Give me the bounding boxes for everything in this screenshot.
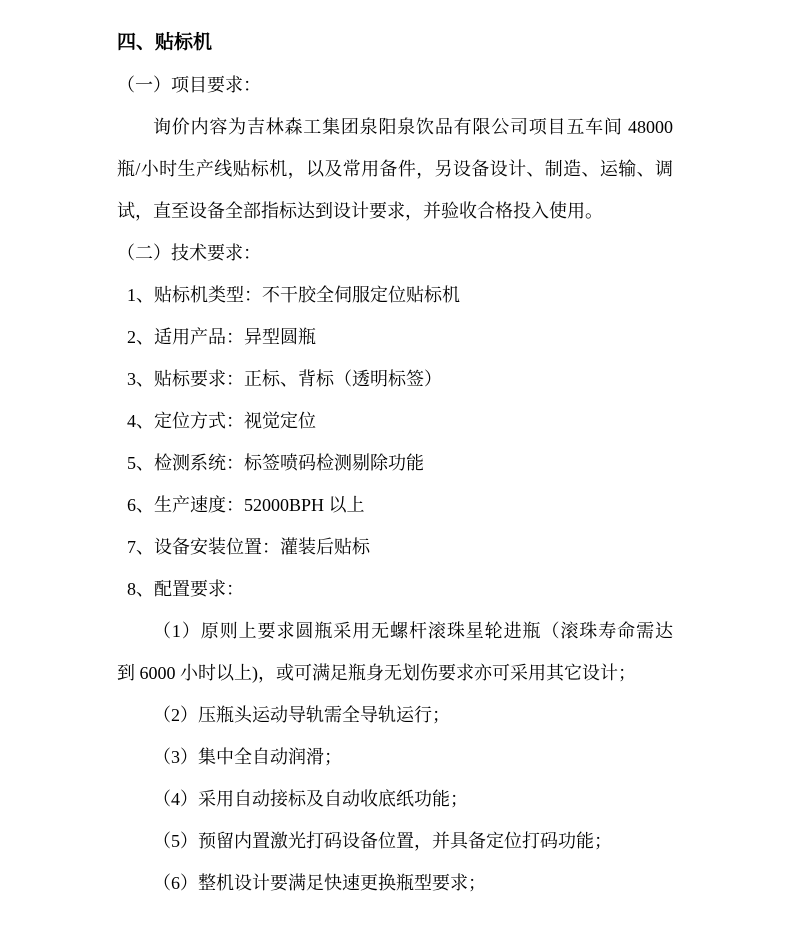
technical-requirements-heading: （二）技术要求： — [117, 243, 261, 263]
tech-item-applicable-product: 2、适用产品：异型圆瓶 — [127, 327, 316, 347]
config-item-1-line-1: （1）原则上要求圆瓶采用无螺杆滚珠星轮进瓶（滚珠寿命需达 — [153, 621, 673, 641]
config-item-2: （2）压瓶头运动导轨需全导轨运行； — [153, 705, 450, 725]
config-item-1-line-2: 到 6000 小时以上)，或可满足瓶身无划伤要求亦可采用其它设计； — [117, 663, 636, 683]
project-paragraph-line-2: 瓶/小时生产线贴标机，以及常用备件，另设备设计、制造、运输、调 — [117, 159, 673, 179]
config-item-4: （4）采用自动接标及自动收底纸功能； — [153, 789, 468, 809]
project-paragraph-line-3: 试，直至设备全部指标达到设计要求，并验收合格投入使用。 — [117, 201, 603, 221]
tech-item-positioning-method: 4、定位方式：视觉定位 — [127, 411, 316, 431]
document-title: 四、贴标机 — [117, 32, 213, 53]
project-paragraph-line-1: 询价内容为吉林森工集团泉阳泉饮品有限公司项目五车间 48000 — [153, 117, 673, 137]
project-requirements-heading: （一）项目要求： — [117, 75, 261, 95]
tech-item-production-speed: 6、生产速度：52000BPH 以上 — [127, 495, 365, 515]
config-item-6: （6）整机设计要满足快速更换瓶型要求； — [153, 873, 486, 893]
config-item-5: （5）预留内置激光打码设备位置，并具备定位打码功能； — [153, 831, 612, 851]
tech-item-detection-system: 5、检测系统：标签喷码检测剔除功能 — [127, 453, 424, 473]
config-item-3: （3）集中全自动润滑； — [153, 747, 342, 767]
tech-item-labeling-requirement: 3、贴标要求：正标、背标（透明标签） — [127, 369, 442, 389]
tech-item-installation-position: 7、设备安装位置：灌装后贴标 — [127, 537, 370, 557]
tech-item-labeler-type: 1、贴标机类型：不干胶全伺服定位贴标机 — [127, 285, 460, 305]
tech-item-configuration-heading: 8、配置要求： — [127, 579, 244, 599]
